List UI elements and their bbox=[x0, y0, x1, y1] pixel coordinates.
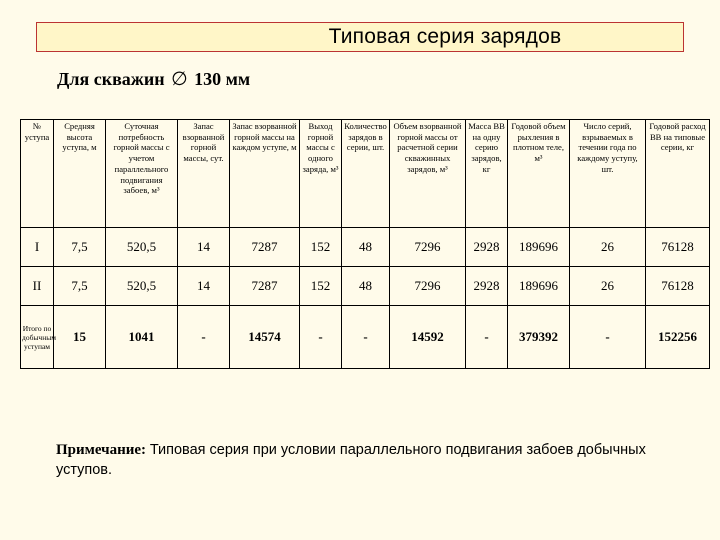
table-cell: 189696 bbox=[508, 228, 570, 267]
table-cell: - bbox=[570, 306, 646, 369]
table-cell: 1041 bbox=[106, 306, 178, 369]
table-cell: II bbox=[21, 267, 54, 306]
column-header: Годовой расход ВВ на типовые серии, кг bbox=[646, 120, 710, 228]
diameter-icon: ∅ bbox=[171, 69, 188, 90]
table-cell: 7287 bbox=[230, 267, 300, 306]
column-header: Средняя высота уступа, м bbox=[54, 120, 106, 228]
table-cell: - bbox=[342, 306, 390, 369]
table-row bbox=[21, 267, 710, 306]
table-cell: 2928 bbox=[466, 228, 508, 267]
table-row bbox=[21, 228, 710, 267]
table-cell: 520,5 bbox=[106, 267, 178, 306]
charge-series-table bbox=[20, 119, 710, 369]
table-cell: 26 bbox=[570, 228, 646, 267]
column-header: Суточная потребность горной массы с учетом параллельного подвигания забоев, м³ bbox=[106, 120, 178, 228]
title-banner bbox=[36, 22, 684, 52]
table-cell: 379392 bbox=[508, 306, 570, 369]
table-cell: 14 bbox=[178, 228, 230, 267]
table-cell: - bbox=[300, 306, 342, 369]
column-header: Количество зарядов в серии, шт. bbox=[342, 120, 390, 228]
note-text: Типовая серия при условии параллельного подвигания забоев добычных уступов. bbox=[56, 442, 646, 478]
table-cell: 14 bbox=[178, 267, 230, 306]
table-cell: 152 bbox=[300, 267, 342, 306]
table-cell: I bbox=[21, 228, 54, 267]
table-header-row bbox=[21, 120, 710, 228]
column-header: Выход горной массы с одного заряда, м³ bbox=[300, 120, 342, 228]
subtitle-value: 130 мм bbox=[194, 69, 251, 89]
table-cell: 7296 bbox=[390, 267, 466, 306]
table-cell: 2928 bbox=[466, 267, 508, 306]
table-cell: 152 bbox=[300, 228, 342, 267]
column-header: Число серий, взрываемых в течении года по каждому уступу, шт. bbox=[570, 120, 646, 228]
table-cell: 48 bbox=[342, 228, 390, 267]
note-label: Примечание: bbox=[56, 442, 147, 458]
column-header: № уступа bbox=[21, 120, 54, 228]
column-header: Запас взорванной горной массы на каждом уступе, м bbox=[230, 120, 300, 228]
table-cell: 7287 bbox=[230, 228, 300, 267]
table-cell: 520,5 bbox=[106, 228, 178, 267]
page-title: Типовая серия зарядов bbox=[328, 25, 562, 48]
table-cell: 7,5 bbox=[54, 228, 106, 267]
column-header: Запас взорванной горной массы, сут. bbox=[178, 120, 230, 228]
table-cell: - bbox=[466, 306, 508, 369]
table-total-row bbox=[21, 306, 710, 369]
table-cell: 76128 bbox=[646, 267, 710, 306]
column-header: Объем взорванной горной массы от расчетной серии скважинных зарядов, м³ bbox=[390, 120, 466, 228]
subtitle bbox=[57, 68, 250, 91]
table-cell: Итого по добычным уступам bbox=[21, 306, 54, 369]
column-header: Годовой объем рыхления в плотном теле, м³ bbox=[508, 120, 570, 228]
table-cell: 189696 bbox=[508, 267, 570, 306]
column-header: Масса ВВ на одну серию зарядов, кг bbox=[466, 120, 508, 228]
table-cell: 15 bbox=[54, 306, 106, 369]
table-cell: 14574 bbox=[230, 306, 300, 369]
table-cell: 48 bbox=[342, 267, 390, 306]
table-cell: 7296 bbox=[390, 228, 466, 267]
table-cell: 26 bbox=[570, 267, 646, 306]
table-cell: 152256 bbox=[646, 306, 710, 369]
table-cell: 76128 bbox=[646, 228, 710, 267]
table-cell: - bbox=[178, 306, 230, 369]
table-cell: 7,5 bbox=[54, 267, 106, 306]
table-cell: 14592 bbox=[390, 306, 466, 369]
note-paragraph bbox=[20, 441, 700, 481]
subtitle-prefix: Для скважин bbox=[57, 69, 165, 89]
